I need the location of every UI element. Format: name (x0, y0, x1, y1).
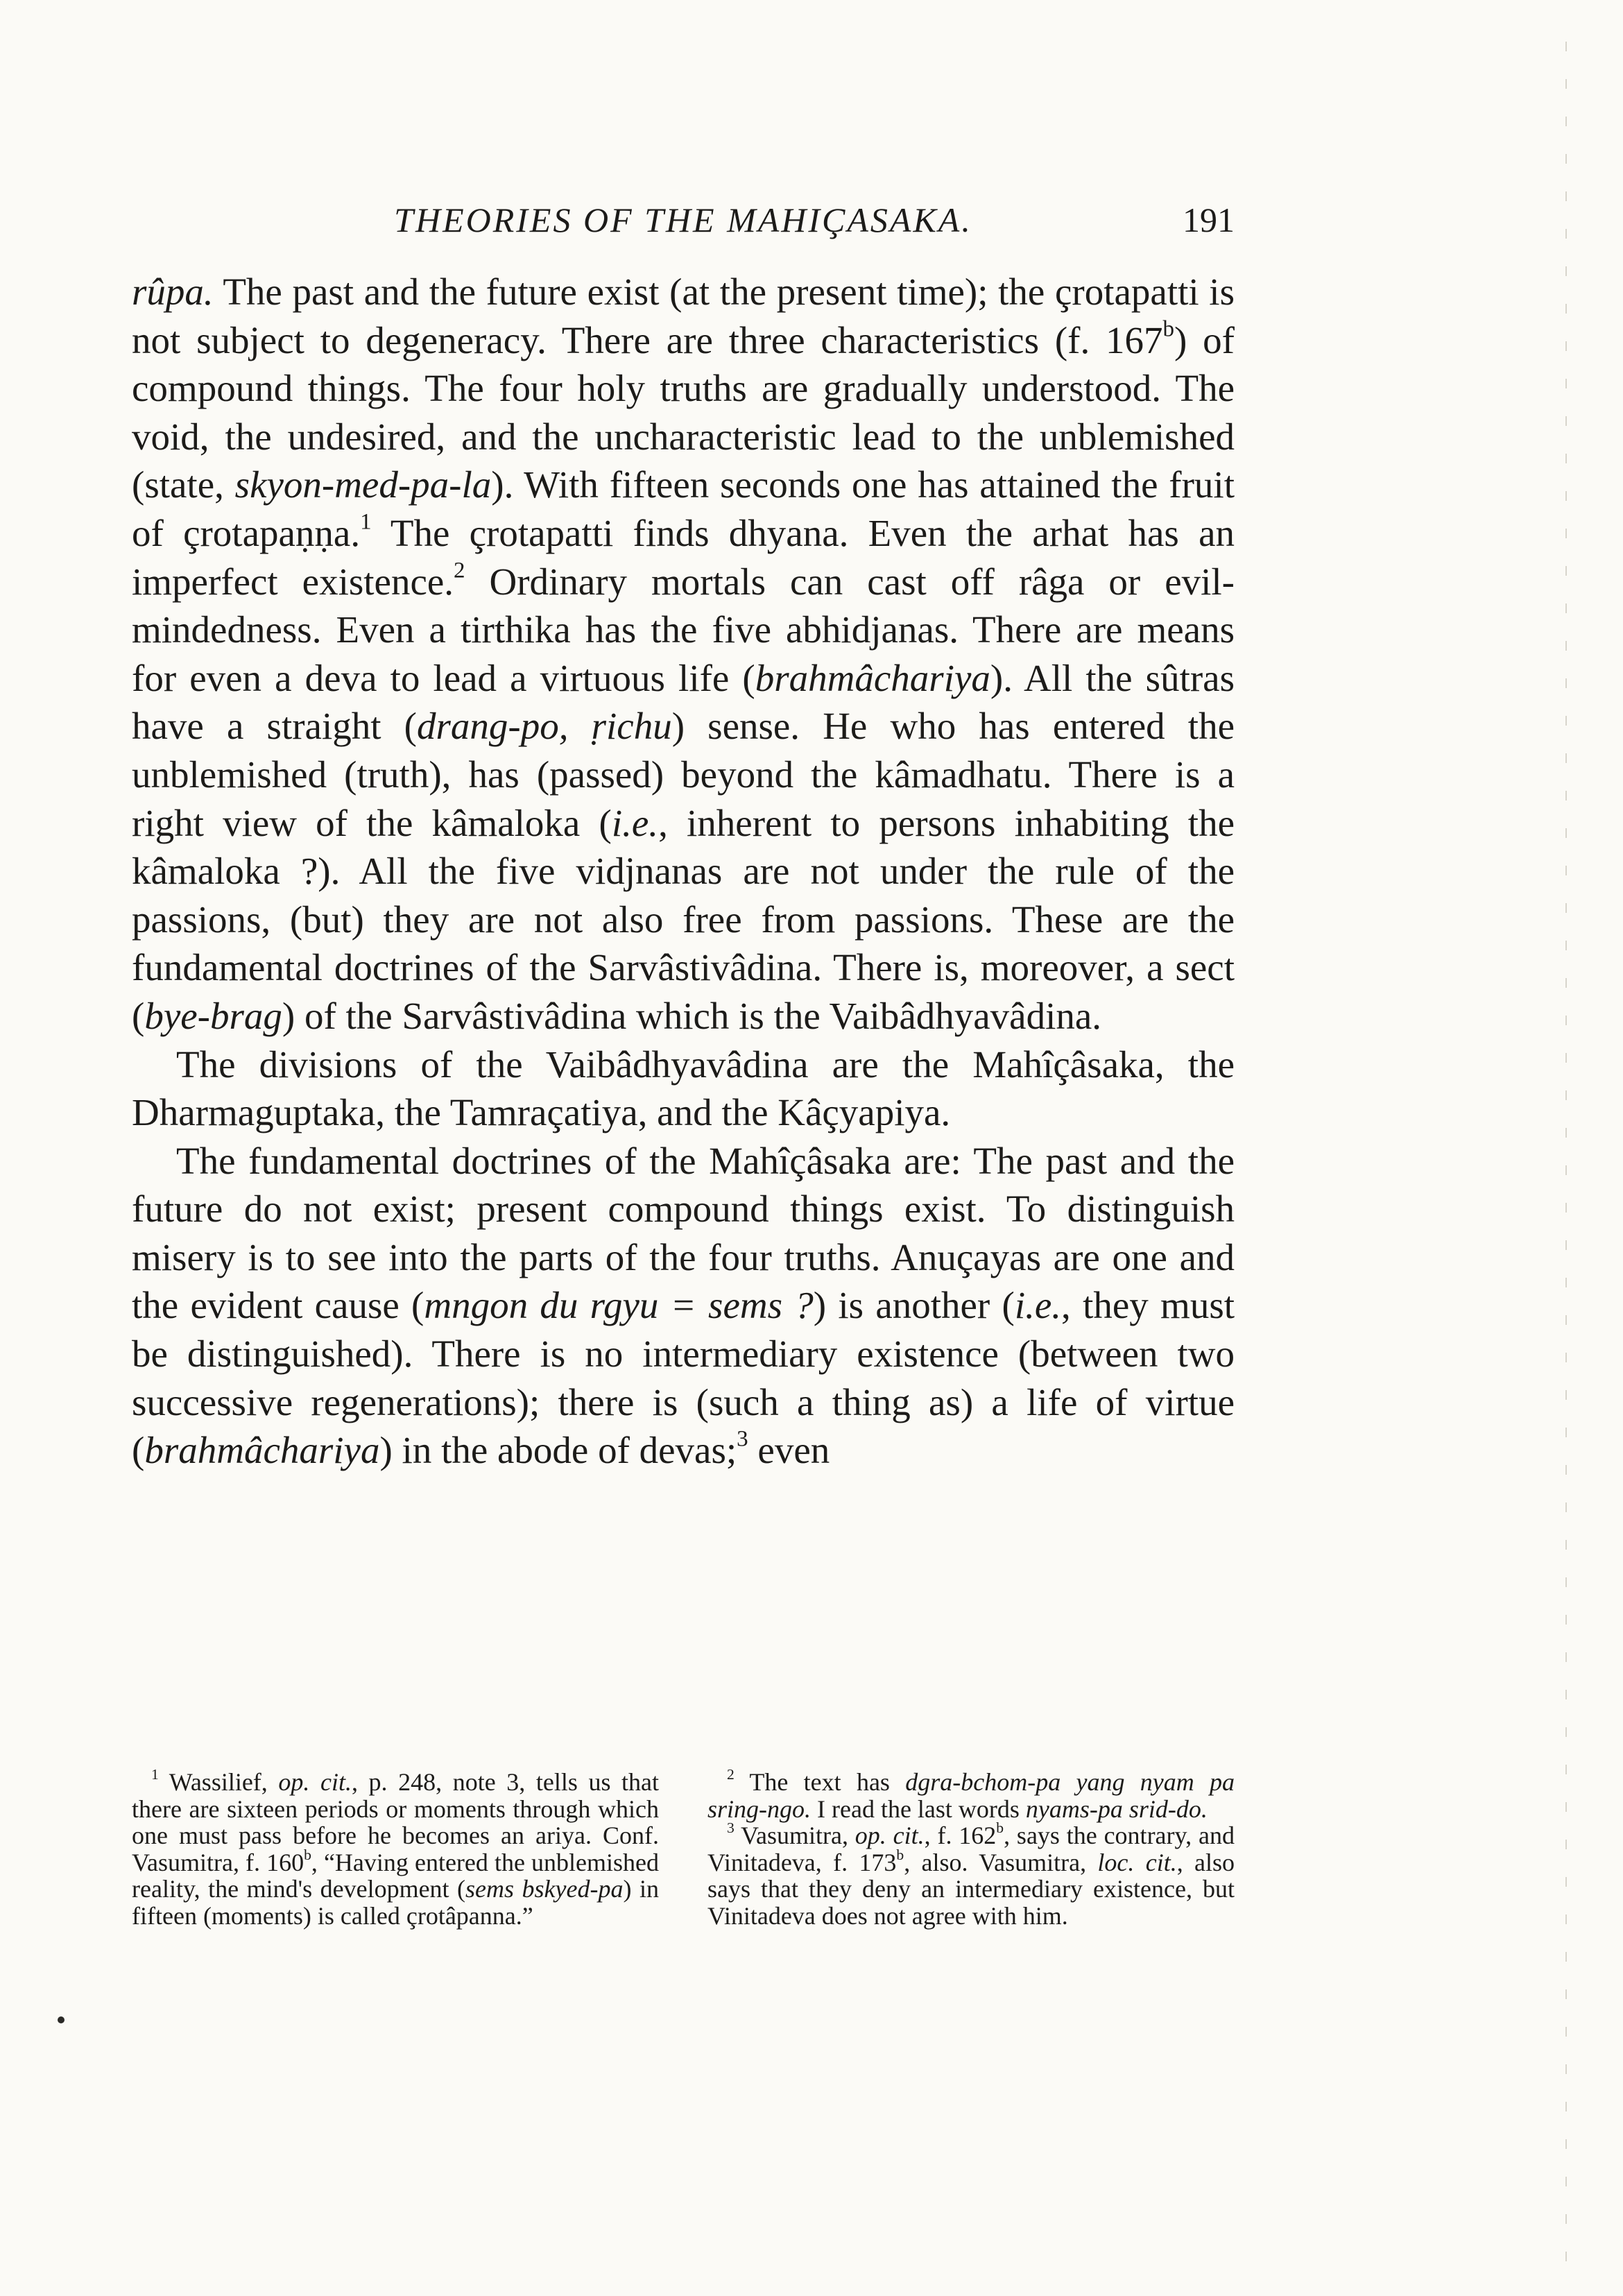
running-title: THEORIES OF THE MAHIÇASAKA. (394, 200, 972, 239)
footnotes (132, 1765, 1235, 2060)
footnote-2: $^2$ The text has dgra-bchom-pa yang nyam pa sring-ngo. I read the last words nyams-pa srid-do. (707, 1765, 1235, 1823)
running-head (132, 194, 1235, 250)
ink-dot (58, 2016, 65, 2023)
paragraph-1: rûpa. The past and the future exist (at the present time); the çrotapatti is not subject to degeneracy. There are three characteristics (f. 167$^b$) of compound things. The four holy truths are gradually understood. The void, the undesired, and the uncharacteristic lead to the unblemished (state, skyon-med-pa-la). With fifteen seconds one has attained the fruit of çrotapaṇṇa.$^1$ The çrotapatti finds dhyana. Even the arhat has an imperfect existence.$^2$ Ordinary mortals can cast off râga or evil-mindedness. Even a tirthika has the five abhidjanas. There are means for even a deva to lead a virtuous life (brahmâchariya). All the sûtras have a straight (drang-po, ṛichu) sense. He who has entered the unblemished (truth), has (passed) beyond the kâmadhatu. There is a right view of the kâmaloka (i.e., inherent to persons inhabiting the kâmaloka ?). All the five vidjnanas are not under the rule of the passions, (but) they are not also free from passions. These are the fundamental doctrines of the Sarvâstivâdina. There is, moreover, a sect (bye-brag) of the Sarvâstivâdina which is the Vaibâdhyavâdina. (132, 271, 1235, 1037)
footnote-ref-3: 3 (737, 1426, 748, 1452)
body-text (132, 268, 1235, 1475)
footnote-3: $^3$ Vasumitra, op. cit., f. 162$^b$, says the contrary, and Vinitadeva, f. 173$^b$, also. Vasumitra, loc. cit., also says that they deny an intermediary existence, but Vinitadeva does not agree with him. (707, 1819, 1235, 1930)
footnote-column-left (132, 1765, 660, 1930)
page-number: 191 (1183, 200, 1235, 239)
footnote-1: $^1$ Wassilief, op. cit., p. 248, note 3, tells us that there are sixteen periods or moments through which one must pass before he becomes an ariya. Conf. Vasumitra, f. 160$^b$, “Having entered the unblemished reality, the mind's development (sems bskyed-pa) in fifteen (moments) is called çrotâpanna.” (132, 1765, 660, 1930)
paragraph-2: The divisions of the Vaibâdhyavâdina are the Mahîçâsaka, the Dharmaguptaka, the Tamraçatiya, and the Kâçyapiya. (132, 1043, 1235, 1134)
paragraph-3: The fundamental doctrines of the Mahîçâsaka are: The past and the future do not exist; present compound things exist. To distinguish misery is to see into the parts of the four truths. Anuçayas are one and the evident cause (mngon du rgyu = sems ?) is another (i.e., they must be distinguished). There is no intermediary existence (between two successive regenerations); there is (such a thing as) a life of virtue (brahmâchariya) in the abode of devas;$^3$ even (132, 1139, 1235, 1472)
footnote-ref-2: 2 (454, 557, 465, 583)
footnote-column-right (707, 1765, 1235, 1930)
footnote-ref-1: 1 (360, 509, 372, 535)
